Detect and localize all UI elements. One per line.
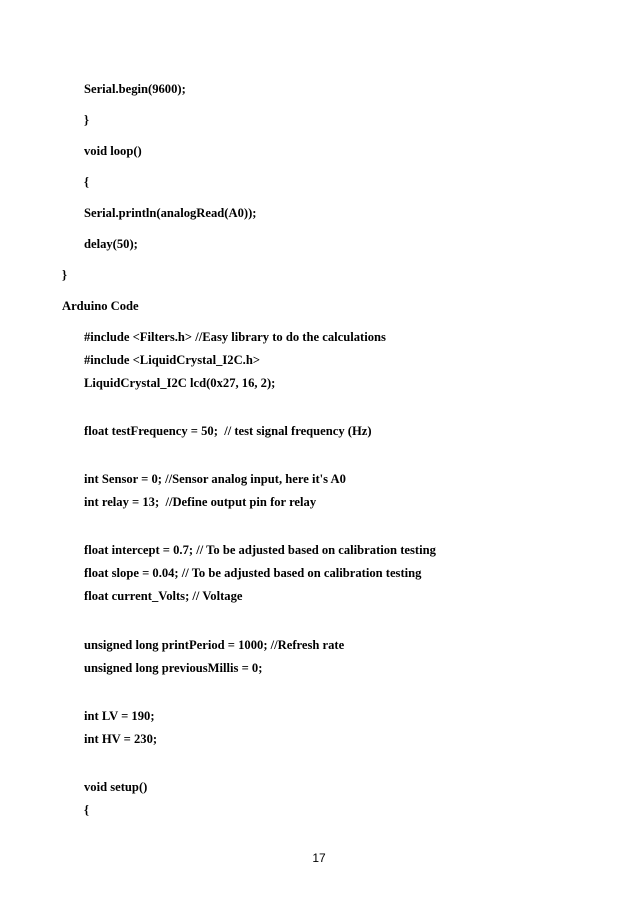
code-line: { — [84, 175, 89, 189]
code-line: { — [84, 803, 89, 817]
code-line: int LV = 190; — [84, 709, 155, 723]
code-line: Serial.println(analogRead(A0)); — [84, 206, 257, 220]
code-line: unsigned long printPeriod = 1000; //Refresh rate — [84, 638, 345, 652]
section-heading: Arduino Code — [62, 299, 139, 313]
code-line: int HV = 230; — [84, 732, 158, 746]
code-line: } — [84, 113, 89, 127]
code-line: void setup() — [84, 780, 148, 794]
code-line: float current_Volts; // Voltage — [84, 589, 243, 603]
code-line: unsigned long previousMillis = 0; — [84, 661, 263, 675]
code-line: #include <LiquidCrystal_I2C.h> — [84, 353, 261, 367]
code-line: Serial.begin(9600); — [84, 82, 186, 96]
code-line: float intercept = 0.7; // To be adjusted based on calibration testing — [84, 543, 436, 557]
code-line: int Sensor = 0; //Sensor analog input, here it's A0 — [84, 472, 346, 486]
code-line: } — [62, 268, 67, 282]
code-line: int relay = 13; //Define output pin for relay — [84, 495, 317, 509]
code-line: delay(50); — [84, 237, 138, 251]
code-line: #include <Filters.h> //Easy library to do the calculations — [84, 330, 386, 344]
code-line: LiquidCrystal_I2C lcd(0x27, 16, 2); — [84, 376, 276, 390]
code-line: float slope = 0.04; // To be adjusted based on calibration testing — [84, 566, 422, 580]
code-line: void loop() — [84, 144, 142, 158]
page-number: 17 — [312, 851, 326, 865]
code-line: float testFrequency = 50; // test signal frequency (Hz) — [84, 424, 372, 438]
